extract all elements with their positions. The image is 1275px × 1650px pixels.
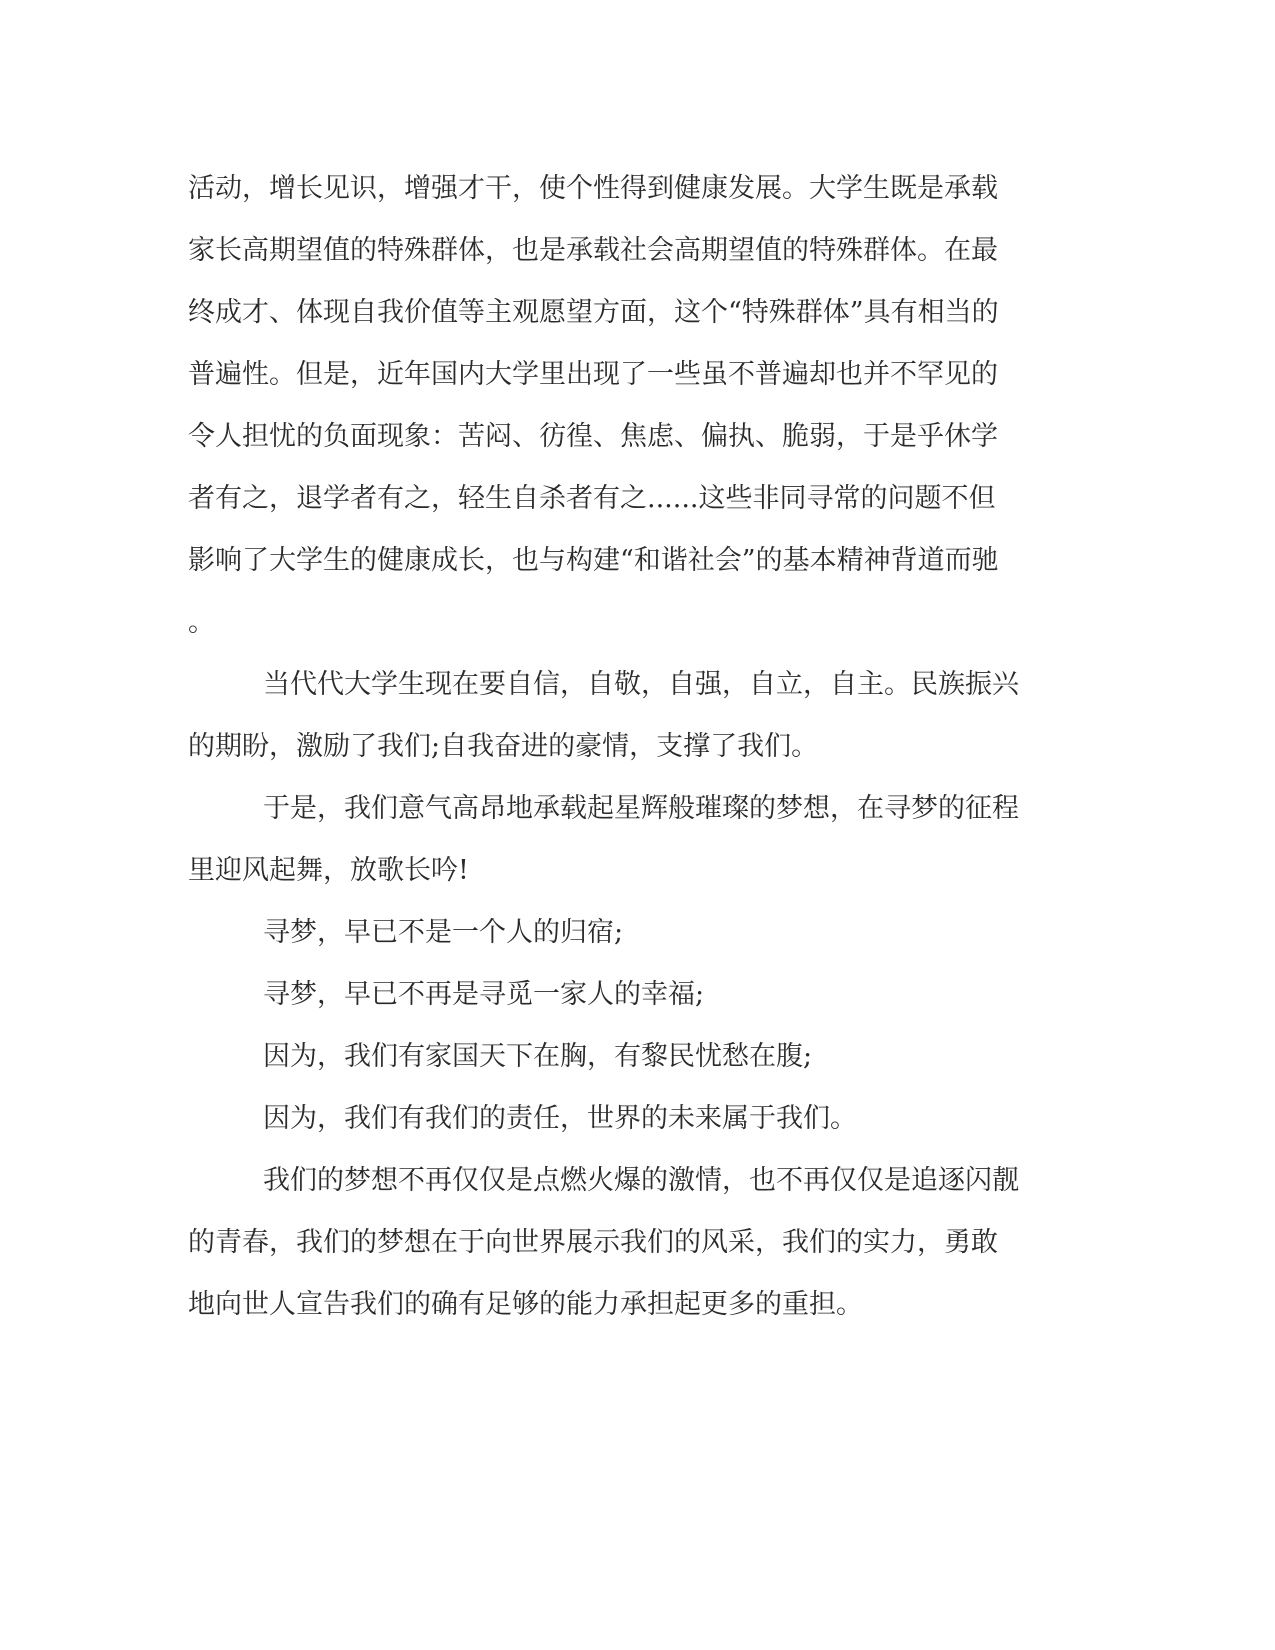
text-line: 终成才、体现自我价值等主观愿望方面，这个“特殊群体”具有相当的	[188, 297, 999, 328]
text-line: 寻梦，早已不再是寻觅一家人的幸福;	[263, 979, 705, 1010]
text-line: 因为，我们有我们的责任，世界的未来属于我们。	[263, 1103, 857, 1134]
text-line: 于是，我们意气高昂地承载起星辉般璀璨的梦想，在寻梦的征程	[263, 793, 1019, 824]
paragraph	[188, 1026, 1088, 1088]
paragraph	[188, 158, 1088, 654]
text-line: 的青春，我们的梦想在于向世界展示我们的风采，我们的实力，勇敢	[188, 1227, 998, 1258]
paragraph	[188, 654, 1088, 778]
text-line: 家长高期望值的特殊群体，也是承载社会高期望值的特殊群体。在最	[188, 235, 998, 266]
text-line: 令人担忧的负面现象：苦闷、彷徨、焦虑、偏执、脆弱，于是乎休学	[188, 421, 998, 452]
paragraph	[188, 902, 1088, 964]
document-body	[188, 158, 1088, 1336]
text-line: 活动，增长见识，增强才干，使个性得到健康发展。大学生既是承载	[188, 173, 998, 204]
paragraph	[188, 964, 1088, 1026]
text-line: 者有之，退学者有之，轻生自杀者有之......这些非同寻常的问题不但	[188, 483, 996, 514]
paragraph	[188, 1150, 1088, 1336]
paragraph	[188, 1088, 1088, 1150]
text-line: 寻梦，早已不是一个人的归宿;	[263, 917, 624, 948]
text-line: 里迎风起舞，放歌长吟!	[188, 855, 469, 886]
text-line: 地向世人宣告我们的确有足够的能力承担起更多的重担。	[188, 1289, 863, 1320]
text-line: 影响了大学生的健康成长，也与构建“和谐社会”的基本精神背道而驰	[188, 545, 999, 576]
text-line: 我们的梦想不再仅仅是点燃火爆的激情，也不再仅仅是追逐闪靓	[263, 1165, 1019, 1196]
text-line: 的期盼，激励了我们;自我奋进的豪情，支撑了我们。	[188, 731, 819, 762]
text-line: 。	[188, 607, 215, 638]
paragraph	[188, 778, 1088, 902]
text-line: 普遍性。但是，近年国内大学里出现了一些虽不普遍却也并不罕见的	[188, 359, 998, 390]
text-line: 当代代大学生现在要自信，自敬，自强，自立，自主。民族振兴	[263, 669, 1019, 700]
text-line: 因为，我们有家国天下在胸，有黎民忧愁在腹;	[263, 1041, 813, 1072]
